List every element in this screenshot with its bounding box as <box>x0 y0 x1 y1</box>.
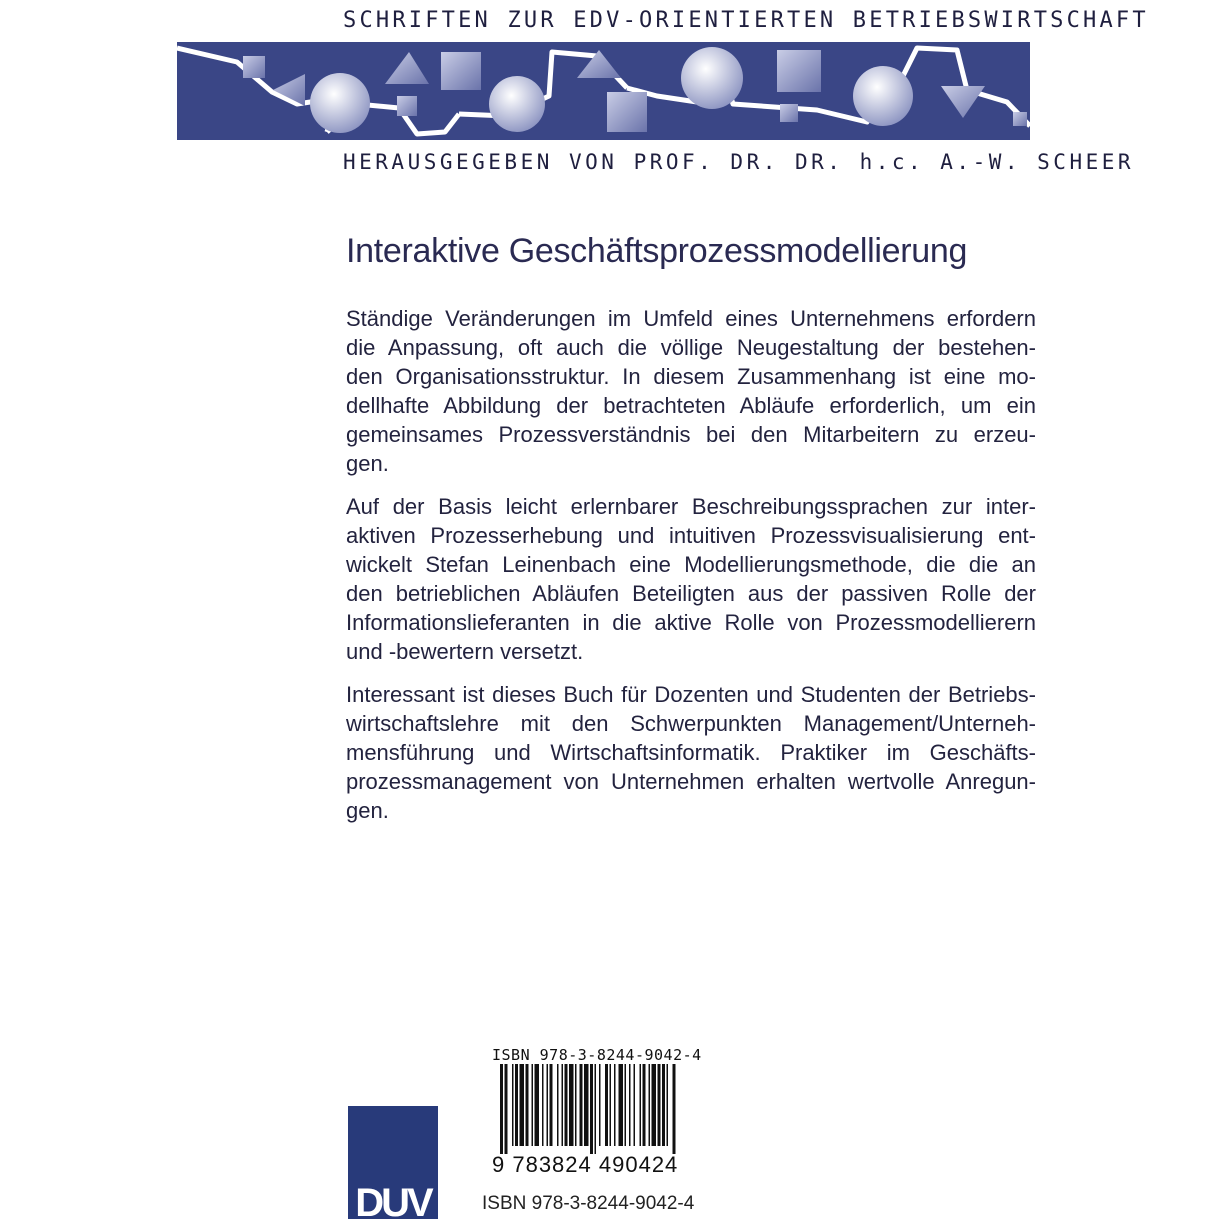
blurb-line: dellhafte Abbildung der betrachteten Abläufe erforderlich, um ein <box>346 393 1036 418</box>
barcode-bar <box>532 1064 534 1146</box>
barcode-isbn-label: ISBN 978-3-8244-9042-4 <box>492 1046 702 1064</box>
barcode-bar <box>542 1064 544 1146</box>
blurb-line: mensführung und Wirtschaftsinformatik. Praktiker im Geschäfts- <box>346 740 1036 765</box>
barcode-bar <box>547 1064 549 1146</box>
blurb-line: Ständige Veränderungen im Umfeld eines Unternehmens erfordern <box>346 306 1036 331</box>
barcode-bar <box>569 1064 574 1146</box>
barcode-bar <box>629 1064 631 1146</box>
blurb-line: prozessmanagement von Unternehmen erhalten wertvolle Anregun- <box>346 769 1036 794</box>
barcode-bar <box>599 1064 601 1146</box>
barcode-bar <box>673 1064 676 1154</box>
barcode-bar <box>619 1064 624 1146</box>
barcode-bar <box>652 1064 657 1146</box>
barcode-bar <box>565 1064 568 1146</box>
duv-publisher-logo <box>348 1106 438 1219</box>
barcode-bar <box>562 1064 564 1146</box>
blurb-paragraph-1 <box>346 304 1036 478</box>
barcode-bar <box>658 1064 661 1146</box>
barcode-bar <box>500 1064 503 1154</box>
logo-text: DUV <box>355 1181 431 1219</box>
series-editor: HERAUSGEGEBEN VON PROF. DR. DR. h.c. A.-W. SCHEER <box>343 150 1135 174</box>
blurb-line: den Organisationsstruktur. In diesem Zusammenhang ist eine mo- <box>346 364 1036 389</box>
barcode-bar <box>605 1064 608 1146</box>
blurb-line: die Anpassung, oft auch die völlige Neugestaltung der bestehen- <box>346 335 1036 360</box>
blurb-line: Interessant ist dieses Buch für Dozenten und Studenten der Betriebs- <box>346 682 1036 707</box>
blurb-line: den betrieblichen Abläufen Beteiligten aus der passiven Rolle der <box>346 581 1036 606</box>
barcode-digits: 9 783824 490424 <box>492 1152 679 1177</box>
barcode-bar <box>614 1064 616 1146</box>
blurb-text <box>346 304 1036 839</box>
isbn-text: ISBN 978-3-8244-9042-4 <box>482 1193 695 1214</box>
blurb-line: wirtschaftslehre mit den Schwerpunkten Management/Unterneh- <box>346 711 1036 736</box>
series-title: SCHRIFTEN ZUR EDV-ORIENTIERTEN BETRIEBSWIRTSCHAFT <box>343 8 1149 33</box>
barcode-bar <box>515 1064 518 1146</box>
blurb-line: und -bewertern versetzt. <box>346 639 584 664</box>
barcode-bar <box>625 1064 627 1146</box>
blurb-paragraph-3 <box>346 680 1036 825</box>
barcode-bar <box>550 1064 553 1146</box>
blurb-line: gen. <box>346 451 389 476</box>
barcode-bar <box>610 1064 612 1146</box>
blurb-line: wickelt Stefan Leinenbach eine Modellierungsmethode, die die an <box>346 552 1036 577</box>
barcode-bar <box>520 1064 525 1146</box>
barcode-bar <box>584 1064 589 1146</box>
barcode-bar <box>512 1064 514 1146</box>
book-title: Interaktive Geschäftsprozessmodellierung <box>346 232 968 270</box>
barcode-bar <box>575 1064 577 1146</box>
barcode-bar <box>505 1064 508 1154</box>
barcode-bar <box>590 1064 593 1154</box>
blurb-line: aktiven Prozesserhebung und intuitiven Prozessvisualisierung ent- <box>346 523 1036 548</box>
isbn-barcode <box>488 1064 740 1154</box>
barcode-bar <box>667 1064 669 1146</box>
barcode-bar <box>640 1064 642 1146</box>
barcode-bar <box>662 1064 665 1146</box>
barcode-bar <box>634 1064 636 1146</box>
barcode-bar <box>557 1064 559 1146</box>
barcode-bar <box>649 1064 651 1146</box>
barcode-bar <box>526 1064 529 1146</box>
barcode-bar <box>595 1064 597 1154</box>
blurb-paragraph-2 <box>346 492 1036 666</box>
blurb-line: gen. <box>346 798 389 823</box>
barcode-bar <box>580 1064 583 1146</box>
blurb-line: Auf der Basis leicht erlernbarer Beschreibungssprachen zur inter- <box>346 494 1036 519</box>
series-banner <box>177 42 1030 140</box>
barcode-bar <box>535 1064 540 1146</box>
blurb-line: gemeinsames Prozessverständnis bei den Mitarbeitern zu erzeu- <box>346 422 1036 447</box>
blurb-line: Informationslieferanten in die aktive Rolle von Prozessmodellierern <box>346 610 1036 635</box>
barcode-bar <box>643 1064 646 1146</box>
